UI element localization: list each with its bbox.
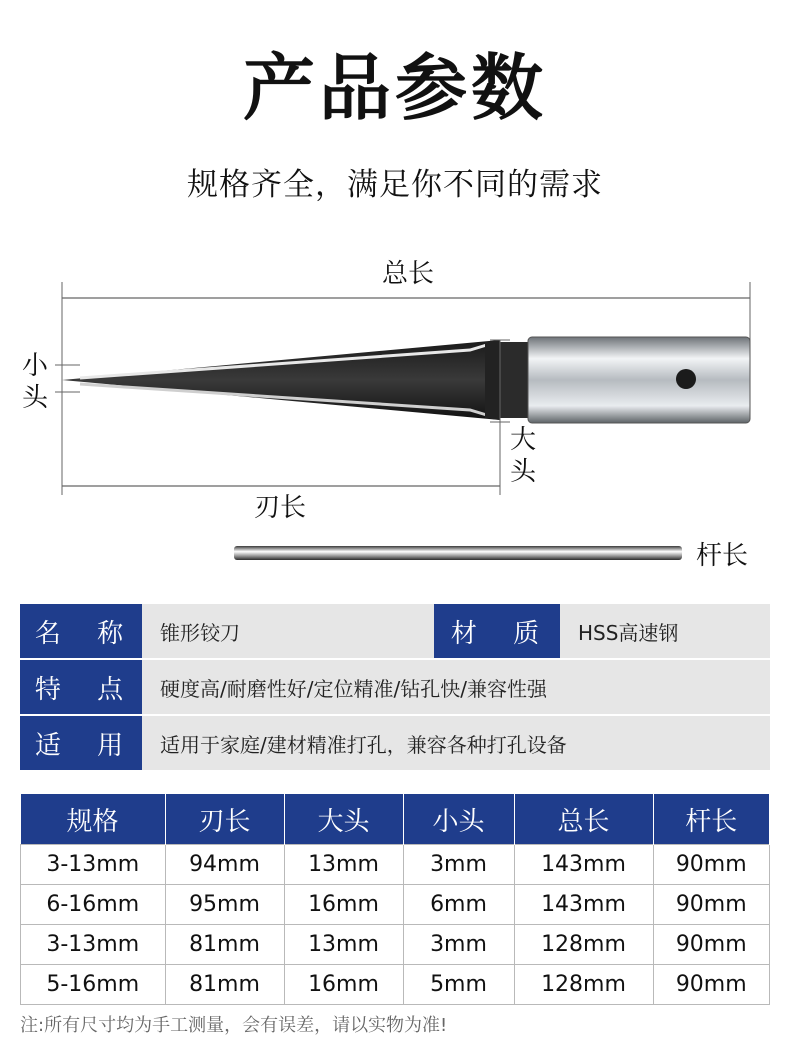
table-cell: 3-13mm: [21, 845, 166, 885]
table-cell: 3mm: [403, 845, 514, 885]
table-cell: 3mm: [403, 925, 514, 965]
page-subtitle: 规格齐全，满足你不同的需求: [187, 167, 603, 203]
table-cell: 16mm: [284, 965, 403, 1005]
usage-label: 适 用: [20, 716, 142, 770]
info-row-feature: [20, 660, 770, 714]
spec-header: 杆长: [653, 794, 770, 845]
usage-value: 适用于家庭/建材精准打孔，兼容各种打孔设备: [160, 732, 567, 757]
table-row: [21, 845, 770, 885]
small-end-label-1: 小: [22, 351, 49, 381]
table-cell: 143mm: [514, 845, 653, 885]
reamer-shank: [528, 337, 750, 423]
table-cell: 143mm: [514, 885, 653, 925]
large-end-label-1: 大: [510, 425, 537, 455]
table-cell: 81mm: [165, 925, 284, 965]
spec-header: 规格: [21, 794, 166, 845]
table-cell: 5mm: [403, 965, 514, 1005]
table-row: [21, 965, 770, 1005]
table-cell: 90mm: [653, 965, 770, 1005]
blade-length-dimension: [62, 486, 500, 523]
table-cell: 128mm: [514, 965, 653, 1005]
info-row-usage: [20, 716, 770, 770]
table-cell: 16mm: [284, 885, 403, 925]
shank-length-dimension: [234, 541, 748, 571]
table-cell: 6mm: [403, 885, 514, 925]
spec-header: 刃长: [165, 794, 284, 845]
table-cell: 5-16mm: [21, 965, 166, 1005]
measurement-note: 注:所有尺寸均为手工测量，会有误差，请以实物为准!: [20, 1015, 448, 1036]
spec-header: 总长: [514, 794, 653, 845]
name-label: 名 称: [20, 604, 142, 658]
table-cell: 90mm: [653, 845, 770, 885]
product-info-table: [20, 603, 770, 772]
shank-hole: [676, 369, 696, 389]
table-cell: 94mm: [165, 845, 284, 885]
table-cell: 95mm: [165, 885, 284, 925]
reamer-collar: [500, 342, 528, 418]
total-length-label: 总长: [381, 259, 435, 289]
table-cell: 90mm: [653, 925, 770, 965]
spec-header-row: [21, 794, 770, 845]
small-end-label-2: 头: [22, 383, 49, 413]
material-value: HSS高速钢: [578, 620, 679, 645]
reamer-blade: [62, 340, 500, 420]
table-cell: 128mm: [514, 925, 653, 965]
table-cell: 13mm: [284, 845, 403, 885]
blade-length-label: 刃长: [253, 493, 307, 523]
spec-table: [20, 794, 770, 1005]
table-cell: 6-16mm: [21, 885, 166, 925]
material-label: 材 质: [434, 604, 560, 658]
spec-header: 小头: [403, 794, 514, 845]
feature-value: 硬度高/耐磨性好/定位精准/钻孔快/兼容性强: [160, 676, 547, 701]
page-title: 产品参数: [242, 46, 547, 130]
reamer-diagram: [0, 250, 790, 580]
spec-header: 大头: [284, 794, 403, 845]
feature-label: 特 点: [20, 660, 142, 714]
table-cell: 90mm: [653, 885, 770, 925]
table-cell: 3-13mm: [21, 925, 166, 965]
name-value: 锥形铰刀: [160, 620, 240, 645]
info-row-name: [20, 604, 770, 658]
table-cell: 81mm: [165, 965, 284, 1005]
table-row: [21, 925, 770, 965]
shank-length-label: 杆长: [696, 541, 749, 571]
shank-length-rod: [234, 546, 682, 560]
large-end-label-2: 头: [510, 457, 537, 487]
small-end-dimension: [22, 351, 80, 413]
table-cell: 13mm: [284, 925, 403, 965]
table-row: [21, 885, 770, 925]
